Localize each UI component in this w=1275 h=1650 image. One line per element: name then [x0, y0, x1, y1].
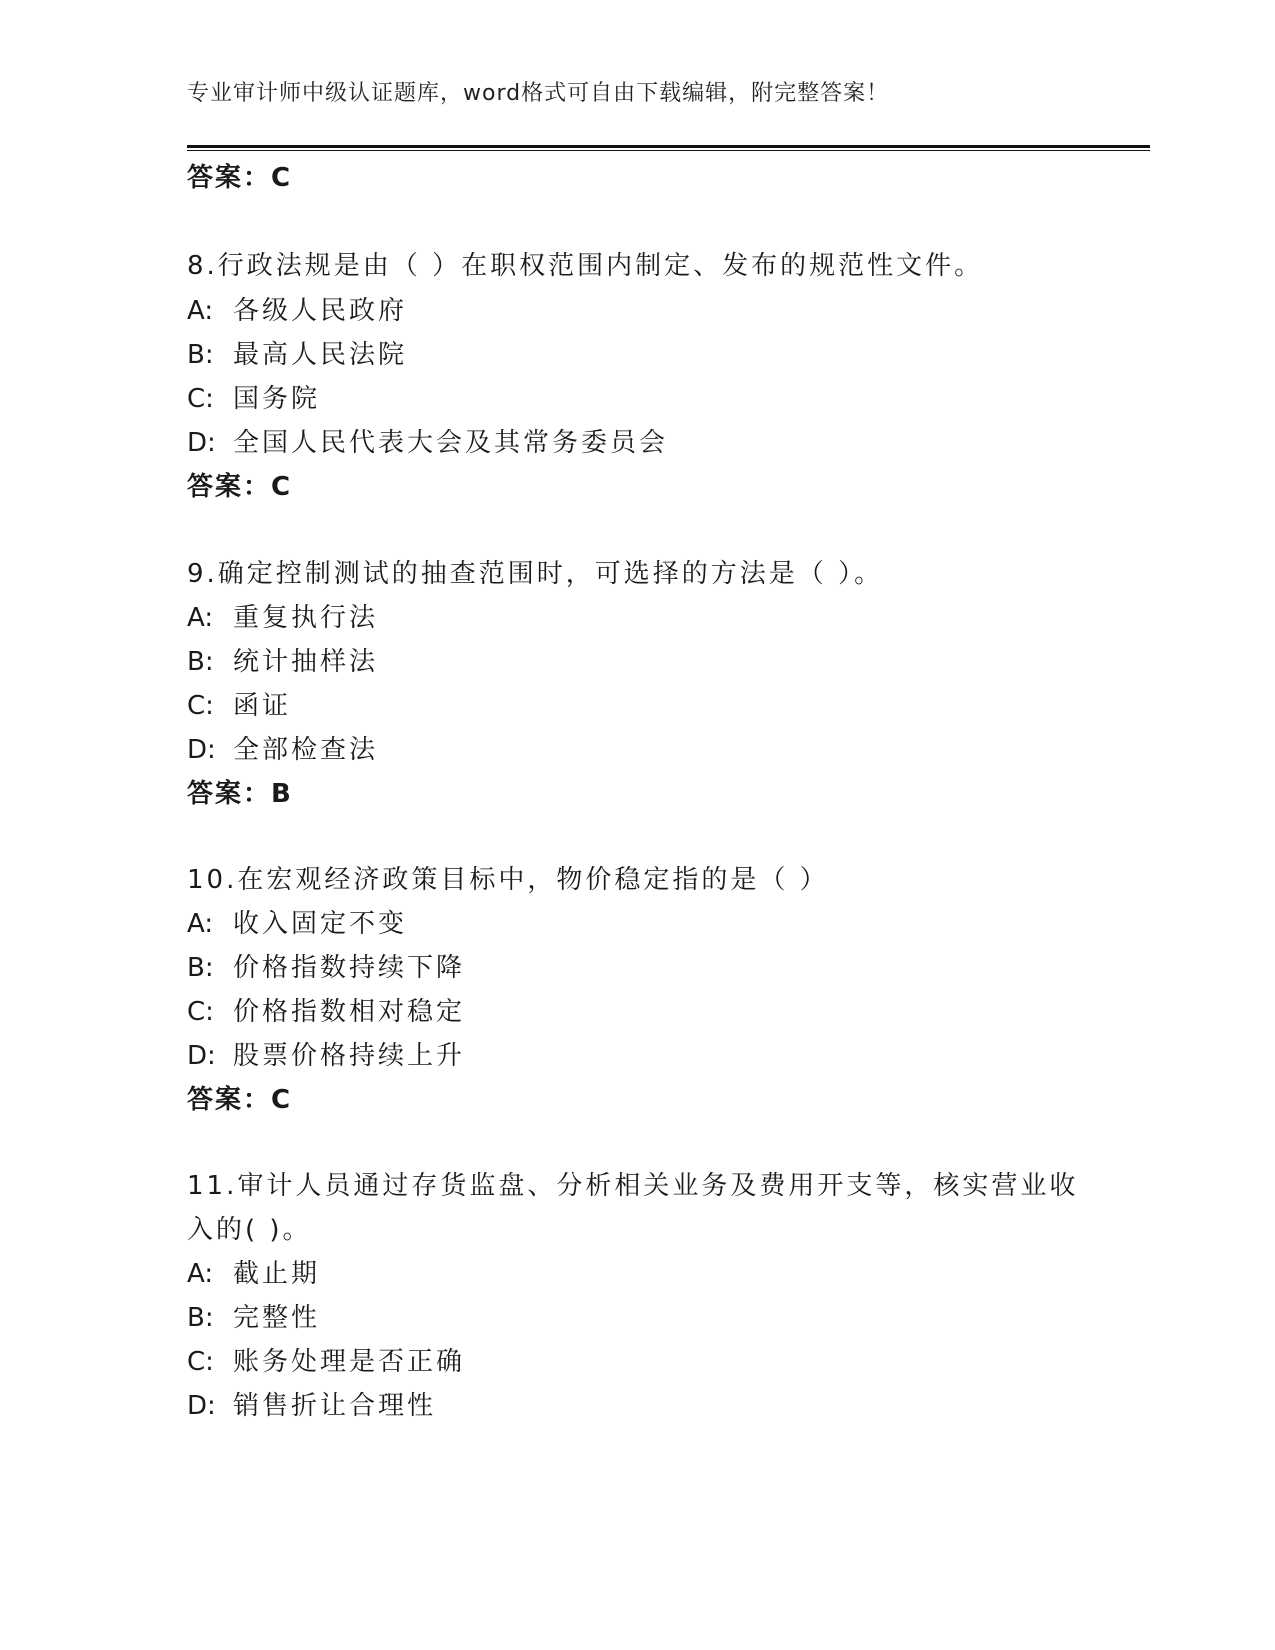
question-10-stem: 10.在宏观经济政策目标中，物价稳定指的是（ ）	[187, 865, 829, 895]
question-11-option-c: C: 账务处理是否正确	[187, 1347, 466, 1377]
answer-label: 答案：	[187, 163, 272, 193]
question-9-option-b: B: 统计抽样法	[187, 647, 379, 677]
question-9-answer: 答案：B	[187, 779, 293, 809]
question-9-option-d: D: 全部检查法	[187, 735, 379, 765]
question-8-stem: 8.行政法规是由（ ）在职权范围内制定、发布的规范性文件。	[187, 251, 984, 281]
question-11-option-b: B: 完整性	[187, 1303, 321, 1333]
question-11-stem-line1: 11.审计人员通过存货监盘、分析相关业务及费用开支等，核实营业收	[187, 1171, 1079, 1201]
question-11-option-d: D: 销售折让合理性	[187, 1391, 437, 1421]
question-10-option-d: D: 股票价格持续上升	[187, 1041, 466, 1071]
question-11-stem-line2: 入的( )。	[187, 1215, 312, 1245]
question-10-option-c: C: 价格指数相对稳定	[187, 997, 466, 1027]
header-rule-thin	[187, 150, 1150, 151]
answer-value: C	[271, 163, 293, 193]
question-9-option-a: A: 重复执行法	[187, 603, 379, 633]
question-10-option-a: A: 收入固定不变	[187, 909, 408, 939]
question-8-option-d: D: 全国人民代表大会及其常务委员会	[187, 428, 669, 458]
prev-answer	[187, 157, 292, 194]
question-9-option-c: C: 函证	[187, 691, 292, 721]
question-10-answer: 答案：C	[187, 1085, 293, 1115]
header-rule-thick	[187, 145, 1150, 148]
question-10-option-b: B: 价格指数持续下降	[187, 953, 466, 983]
question-9-stem: 9.确定控制测试的抽查范围时，可选择的方法是（ ）。	[187, 559, 884, 589]
question-11-option-a: A: 截止期	[187, 1259, 321, 1289]
question-8-option-b: B: 最高人民法院	[187, 340, 408, 370]
page-header: 专业审计师中级认证题库，word格式可自由下载编辑，附完整答案！	[187, 81, 890, 106]
question-8-option-c: C: 国务院	[187, 384, 321, 414]
question-8-answer: 答案：C	[187, 472, 293, 502]
question-8-option-a: A: 各级人民政府	[187, 296, 408, 326]
